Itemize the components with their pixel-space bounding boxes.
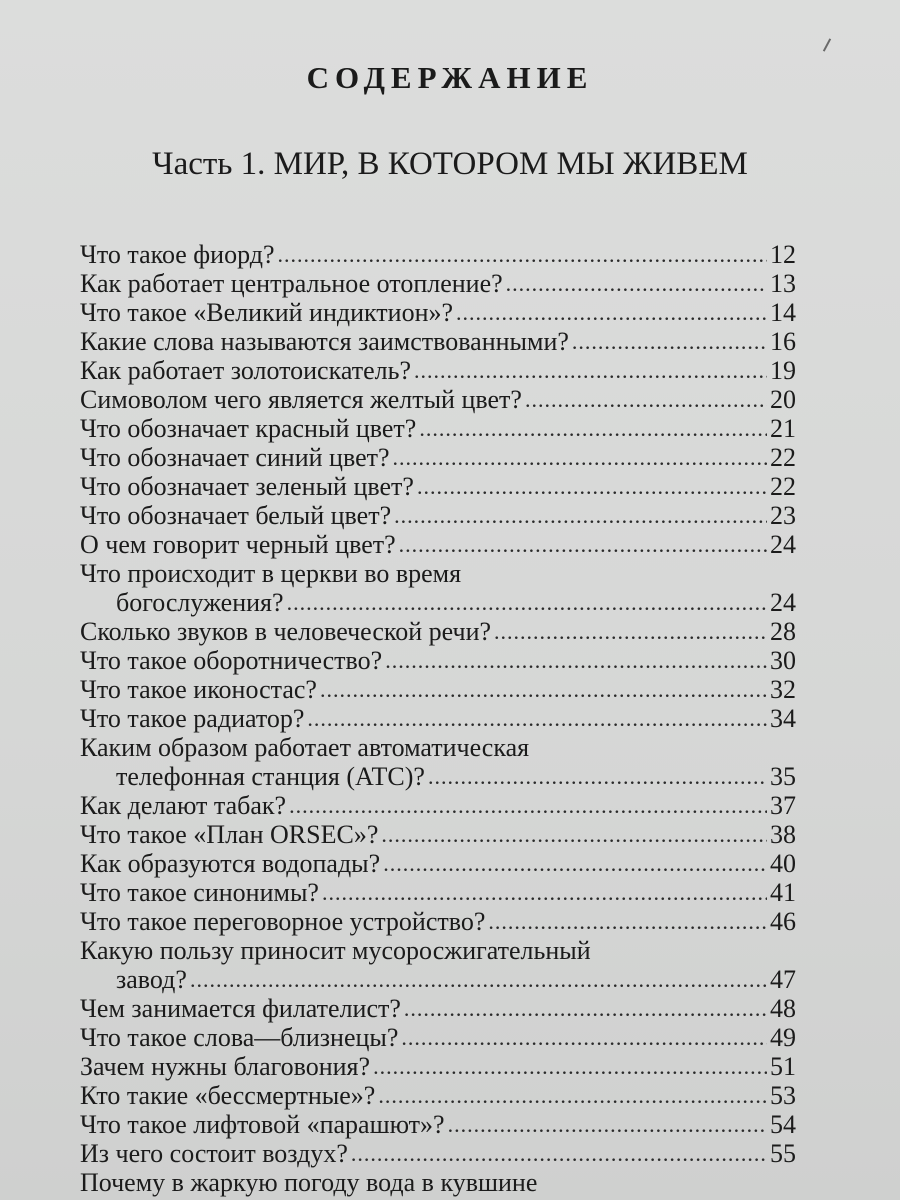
dot-leader <box>417 472 767 501</box>
toc-entry <box>80 617 796 646</box>
toc-entry-title: телефонная станция (АТС)? <box>116 762 425 791</box>
toc-entry <box>80 1052 796 1081</box>
toc-entry-title: Как работает золотоискатель? <box>80 356 411 385</box>
toc-entry-page: 20 <box>770 385 796 414</box>
toc-entry <box>80 675 796 704</box>
toc-entry-page: 19 <box>770 356 796 385</box>
toc-entry <box>80 994 796 1023</box>
toc-entry <box>80 646 796 675</box>
toc-entry-page: 23 <box>770 501 796 530</box>
toc-entry-title: Кто такие «бессмертные»? <box>80 1081 376 1110</box>
dot-leader <box>383 849 767 878</box>
toc-entry-title: Что такое слова—близнецы? <box>80 1023 399 1052</box>
toc-entry-page: 47 <box>770 965 796 994</box>
toc-entry-page: 21 <box>770 414 796 443</box>
toc-entry-page: 22 <box>770 472 796 501</box>
toc-entry-page: 37 <box>770 791 796 820</box>
toc-entry <box>80 501 796 530</box>
toc-entry-page: 34 <box>770 704 796 733</box>
toc-entry-title: богослужения? <box>116 588 284 617</box>
toc-entry <box>80 327 796 356</box>
toc-entry-title: Что такое «Великий индиктион»? <box>80 298 454 327</box>
toc-entry-page: 24 <box>770 530 796 559</box>
toc-entry-title: Сколько звуков в человеческой речи? <box>80 617 492 646</box>
toc-entry-title: Что такое иконостас? <box>80 675 317 704</box>
dot-leader <box>287 588 767 617</box>
dot-leader <box>322 878 767 907</box>
toc-entry-title: Что обозначает красный цвет? <box>80 414 417 443</box>
toc-entry <box>80 1110 796 1139</box>
toc-entry-title: Каким образом работает автоматическая <box>80 733 530 762</box>
dot-leader <box>494 617 767 646</box>
toc-entry-page: 12 <box>770 240 796 269</box>
toc-entry <box>80 907 796 936</box>
toc-entry-continuation <box>80 965 796 994</box>
toc-entry <box>80 269 796 298</box>
toc-entry <box>80 385 796 414</box>
toc-entry <box>80 733 796 762</box>
dot-leader <box>506 269 767 298</box>
toc-entry-page: 51 <box>770 1052 796 1081</box>
dot-leader <box>456 298 767 327</box>
toc-entry <box>80 878 796 907</box>
toc-entry <box>80 1023 796 1052</box>
toc-entry-title: Что такое лифтовой «парашют»? <box>80 1110 445 1139</box>
pencil-mark <box>823 38 831 51</box>
part-title: Часть 1. МИР, В КОТОРОМ МЫ ЖИВЕМ <box>152 146 748 182</box>
toc-entry-title: Из чего состоит воздух? <box>80 1139 348 1168</box>
toc-entry-title: Что такое переговорное устройство? <box>80 907 486 936</box>
toc-entry <box>80 559 796 588</box>
toc-entry-page: 30 <box>770 646 796 675</box>
dot-leader <box>393 443 767 472</box>
toc-entry-title: Как образуются водопады? <box>80 849 381 878</box>
toc-entry-title: Зачем нужны благовония? <box>80 1052 371 1081</box>
dot-leader <box>289 791 767 820</box>
toc-entry <box>80 936 796 965</box>
toc-entry-page: 35 <box>770 762 796 791</box>
toc-entry <box>80 1168 796 1197</box>
toc-entry <box>80 356 796 385</box>
dot-leader <box>401 1023 767 1052</box>
toc-entry-page: 24 <box>770 588 796 617</box>
toc-entry-title: Что такое синонимы? <box>80 878 319 907</box>
toc-entry-page: 16 <box>770 327 796 356</box>
dot-leader <box>428 762 767 791</box>
toc-entry <box>80 530 796 559</box>
dot-leader <box>399 530 767 559</box>
dot-leader <box>351 1139 767 1168</box>
dot-leader <box>404 994 767 1023</box>
dot-leader <box>381 820 767 849</box>
dot-leader <box>572 327 767 356</box>
toc-entry-page: 41 <box>770 878 796 907</box>
dot-leader <box>320 675 767 704</box>
toc-entry-page: 53 <box>770 1081 796 1110</box>
toc-entry-title: Что обозначает зеленый цвет? <box>80 472 414 501</box>
toc-entry-title: Что такое «План ORSEC»? <box>80 820 379 849</box>
toc-entry <box>80 1139 796 1168</box>
dot-leader <box>525 385 767 414</box>
toc-entry <box>80 1081 796 1110</box>
toc-entry-page: 28 <box>770 617 796 646</box>
toc-entry-continuation <box>80 762 796 791</box>
toc-entry <box>80 849 796 878</box>
toc-entry <box>80 820 796 849</box>
toc-entry-title: Какие слова называются заимствованными? <box>80 327 569 356</box>
toc-entry-page: 22 <box>770 443 796 472</box>
toc-entry <box>80 704 796 733</box>
toc-entry-title: Что обозначает белый цвет? <box>80 501 392 530</box>
toc-entry-title: Что такое оборотничество? <box>80 646 383 675</box>
toc-entry-title: завод? <box>116 965 187 994</box>
toc-entry <box>80 298 796 327</box>
dot-leader <box>488 907 767 936</box>
toc-entry-title: Что такое фиорд? <box>80 240 275 269</box>
toc-entry <box>80 414 796 443</box>
toc-entry-title: Чем занимается филателист? <box>80 994 401 1023</box>
toc-entry <box>80 791 796 820</box>
toc-entry-title: Симоволом чего является желтый цвет? <box>80 385 522 414</box>
toc-entry-title: Какую пользу приносит мусоросжигательный <box>80 936 591 965</box>
dot-leader <box>419 414 767 443</box>
toc-entry-title: Как делают табак? <box>80 791 287 820</box>
toc-entry-page: 13 <box>770 269 796 298</box>
dot-leader <box>448 1110 767 1139</box>
dot-leader <box>190 965 767 994</box>
toc-entry-page: 38 <box>770 820 796 849</box>
toc-entry-page: 49 <box>770 1023 796 1052</box>
toc-entry <box>80 443 796 472</box>
toc-entry-title: Что такое радиатор? <box>80 704 305 733</box>
toc-entry-title: Что обозначает синий цвет? <box>80 443 390 472</box>
contents-heading: СОДЕРЖАНИЕ <box>306 60 594 95</box>
dot-leader <box>414 356 767 385</box>
toc-entry <box>80 240 796 269</box>
dot-leader <box>278 240 768 269</box>
toc-entry-title: О чем говорит черный цвет? <box>80 530 396 559</box>
toc-entry-page: 40 <box>770 849 796 878</box>
toc-entry-page: 55 <box>770 1139 796 1168</box>
table-of-contents <box>80 240 796 1197</box>
dot-leader <box>394 501 767 530</box>
dot-leader <box>307 704 767 733</box>
toc-entry-title: Как работает центральное отопление? <box>80 269 503 298</box>
toc-entry-page: 32 <box>770 675 796 704</box>
toc-entry-continuation <box>80 588 796 617</box>
toc-entry-page: 54 <box>770 1110 796 1139</box>
dot-leader <box>385 646 767 675</box>
dot-leader <box>378 1081 767 1110</box>
toc-entry-page: 14 <box>770 298 796 327</box>
toc-entry-page: 48 <box>770 994 796 1023</box>
toc-entry-title: Что происходит в церкви во время <box>80 559 462 588</box>
dot-leader <box>373 1052 767 1081</box>
toc-entry-page: 46 <box>770 907 796 936</box>
toc-entry-title: Почему в жаркую погоду вода в кувшине <box>80 1168 538 1197</box>
toc-entry <box>80 472 796 501</box>
